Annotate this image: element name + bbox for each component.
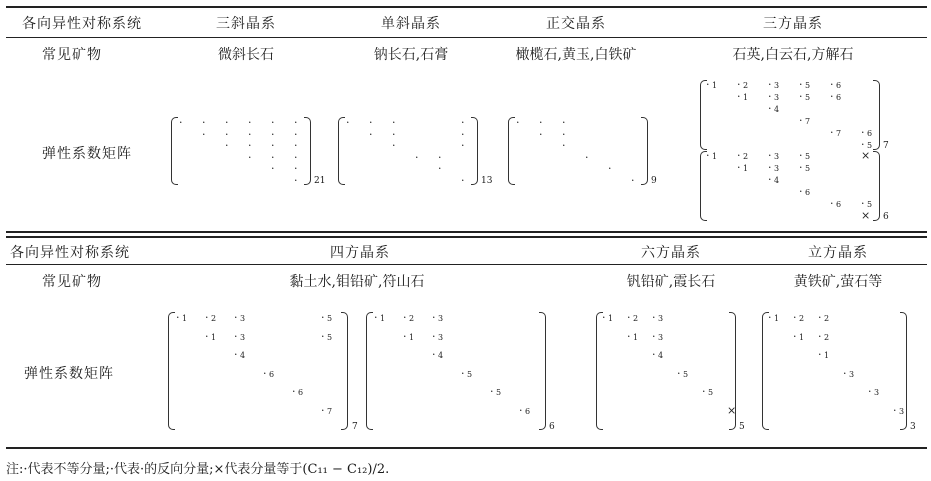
table1-mineral-triclinic: 微斜长石: [218, 47, 274, 63]
table1-header-trigonal: 三方晶系: [763, 16, 823, 32]
matrix-element: ×: [861, 148, 871, 162]
matrix-element: ·: [562, 116, 566, 129]
matrix-element: ·: [271, 162, 275, 175]
matrix-element: ·: [294, 150, 298, 164]
matrix-element: · 2: [737, 78, 749, 91]
matrix-element: · 5: [861, 138, 873, 151]
matrix-element: ×: [861, 209, 871, 222]
matrix-element: · 5: [799, 78, 811, 91]
matrix-element: · 4: [768, 102, 780, 115]
matrix-element: ·: [438, 150, 442, 164]
matrix-element: · 3: [843, 366, 855, 380]
matrix-element: ·: [225, 139, 229, 152]
table2-matrix-label: 弹性系数矩阵: [24, 366, 114, 382]
matrix-element: · 1: [403, 329, 415, 343]
matrix-triclinic: [171, 117, 311, 185]
matrix-element: · 7: [799, 114, 811, 127]
matrix-trigonal-a: [700, 78, 880, 162]
count-tetragonal-b: 6: [549, 422, 555, 432]
matrix-element: ·: [294, 173, 298, 187]
matrix-element: ·: [438, 162, 442, 175]
matrix-element: · 3: [768, 90, 780, 103]
matrix-element: · 5: [490, 385, 502, 398]
matrix-tetragonal-b: [366, 312, 546, 430]
matrix-element: ·: [461, 173, 465, 187]
matrix-element: ·: [294, 127, 298, 141]
matrix-element: ·: [369, 116, 373, 129]
count-orthorhombic: 9: [651, 176, 657, 186]
bracket-right: [539, 312, 546, 430]
bracket-left: [508, 117, 515, 185]
matrix-element: · 2: [737, 149, 749, 162]
matrix-cubic: [762, 312, 907, 430]
bracket-left: [168, 312, 175, 430]
matrix-element: ·: [392, 139, 396, 152]
matrix-element: · 3: [768, 78, 780, 91]
matrix-element: ·: [392, 116, 396, 129]
table1-mineral-monoclinic: 钠长石,石膏: [373, 47, 449, 63]
matrix-element: · 3: [234, 329, 246, 343]
matrix-element: · 5: [799, 149, 811, 162]
matrix-element: · 6: [830, 78, 842, 91]
matrix-element: · 3: [768, 149, 780, 162]
matrix-element: · 5: [702, 385, 714, 398]
bracket-right: [341, 312, 348, 430]
matrix-element: · 7: [321, 403, 333, 417]
bracket-right: [873, 80, 880, 150]
table2-mineral-hexagonal: 钒铅矿,霞长石: [626, 274, 716, 290]
table2-bottom-rule: [6, 447, 927, 449]
matrix-element: · 2: [403, 311, 415, 324]
matrix-hexagonal: [596, 312, 736, 430]
table1-bottom-rule: [6, 231, 927, 233]
bracket-right: [471, 117, 478, 185]
table1-matrix-label: 弹性系数矩阵: [42, 146, 132, 162]
matrix-element: ·: [539, 116, 543, 129]
matrix-element: · 3: [652, 329, 664, 343]
table1-header-orthorhombic: 正交晶系: [546, 16, 606, 32]
matrix-element: · 6: [292, 385, 304, 398]
table1-mineral-label: 常见矿物: [42, 47, 102, 63]
matrix-element: · 1: [205, 329, 217, 343]
matrix-monoclinic: [338, 117, 478, 185]
matrix-element: ·: [202, 127, 206, 141]
matrix-element: · 4: [432, 348, 444, 361]
matrix-element: · 3: [868, 385, 880, 398]
matrix-element: ·: [369, 127, 373, 141]
matrix-element: · 1: [706, 78, 718, 91]
matrix-element: · 5: [321, 329, 333, 343]
matrix-element: · 3: [768, 161, 780, 174]
matrix-element: ·: [562, 127, 566, 141]
matrix-element: · 2: [205, 311, 217, 324]
matrix-element: · 1: [793, 329, 805, 343]
matrix-element: ·: [631, 173, 635, 187]
matrix-element: · 3: [652, 311, 664, 324]
bracket-left: [366, 312, 373, 430]
matrix-element: ·: [271, 116, 275, 129]
matrix-element: ·: [294, 116, 298, 129]
bracket-left: [171, 117, 178, 185]
matrix-element: ·: [461, 139, 465, 152]
matrix-element: ·: [415, 150, 419, 164]
matrix-element: · 3: [432, 311, 444, 324]
table2-header-tetragonal: 四方晶系: [330, 245, 390, 261]
matrix-element: ·: [294, 139, 298, 152]
count-trigonal-a: 7: [883, 141, 889, 151]
matrix-element: ·: [248, 116, 252, 129]
count-monoclinic: 13: [481, 176, 493, 186]
matrix-element: ·: [461, 127, 465, 141]
matrix-element: · 5: [461, 366, 473, 380]
table2-header-rule: [6, 264, 927, 265]
matrix-element: · 1: [627, 329, 639, 343]
matrix-element: · 1: [768, 311, 780, 324]
matrix-element: · 3: [432, 329, 444, 343]
matrix-element: · 5: [321, 311, 333, 324]
count-trigonal-b: 6: [883, 212, 889, 222]
matrix-element: · 5: [861, 197, 873, 210]
matrix-element: ·: [225, 127, 229, 141]
matrix-element: ×: [727, 403, 737, 417]
table2-header-cubic: 立方晶系: [808, 245, 868, 261]
matrix-element: · 6: [519, 403, 531, 417]
table2-mineral-label: 常见矿物: [42, 274, 102, 290]
matrix-element: · 3: [234, 311, 246, 324]
matrix-element: · 4: [768, 173, 780, 186]
matrix-element: · 1: [176, 311, 188, 324]
matrix-element: · 6: [830, 90, 842, 103]
matrix-orthorhombic: [508, 117, 648, 185]
table1-mineral-orthorhombic: 橄榄石,黄玉,白铁矿: [515, 47, 637, 63]
matrix-element: · 1: [374, 311, 386, 324]
matrix-trigonal-b: [700, 148, 880, 222]
bracket-right: [873, 151, 880, 221]
matrix-element: · 6: [861, 126, 873, 139]
table1-header-triclinic: 三斜晶系: [216, 16, 276, 32]
table2-mineral-tetragonal: 黏土水,钼铅矿,符山石: [289, 274, 425, 290]
matrix-element: · 1: [737, 161, 749, 174]
matrix-element: ·: [516, 116, 520, 129]
table1-header-rule: [6, 37, 927, 38]
table2-top-rule: [6, 236, 927, 238]
matrix-tetragonal-a: [168, 312, 348, 430]
matrix-element: ·: [271, 150, 275, 164]
table2-header-hexagonal: 六方晶系: [641, 245, 701, 261]
table1-header-symmetry: 各向异性对称系统: [22, 16, 142, 32]
matrix-element: · 1: [602, 311, 614, 324]
matrix-element: · 4: [234, 348, 246, 361]
matrix-element: · 4: [652, 348, 664, 361]
matrix-element: ·: [562, 139, 566, 152]
table1-header-monoclinic: 单斜晶系: [381, 16, 441, 32]
matrix-element: · 1: [737, 90, 749, 103]
matrix-element: ·: [248, 139, 252, 152]
matrix-element: ·: [608, 162, 612, 175]
bracket-right: [304, 117, 311, 185]
matrix-element: · 1: [706, 149, 718, 162]
matrix-element: ·: [271, 139, 275, 152]
count-hexagonal: 5: [739, 422, 745, 432]
matrix-element: · 2: [818, 311, 830, 324]
footnote: 注:·代表不等分量;·代表·的反向分量;×代表分量等于(C₁₁ − C₁₂)/2.: [6, 462, 390, 477]
matrix-element: ·: [392, 127, 396, 141]
matrix-element: · 6: [263, 366, 275, 380]
matrix-element: · 5: [677, 366, 689, 380]
matrix-element: ·: [179, 116, 183, 129]
count-triclinic: 21: [314, 176, 326, 186]
bracket-right: [641, 117, 648, 185]
matrix-element: ·: [271, 127, 275, 141]
matrix-element: ·: [294, 162, 298, 175]
matrix-element: ·: [202, 116, 206, 129]
matrix-element: · 6: [799, 185, 811, 198]
matrix-element: · 7: [830, 126, 842, 139]
matrix-element: ·: [346, 116, 350, 129]
table1-mineral-trigonal: 石英,白云石,方解石: [732, 47, 854, 63]
matrix-element: · 5: [799, 90, 811, 103]
matrix-element: · 6: [830, 197, 842, 210]
matrix-element: · 2: [818, 329, 830, 343]
matrix-element: ·: [461, 116, 465, 129]
matrix-element: ·: [585, 150, 589, 164]
matrix-element: · 2: [627, 311, 639, 324]
matrix-element: ·: [225, 116, 229, 129]
table1-top-rule: [6, 6, 927, 8]
matrix-element: ·: [248, 127, 252, 141]
count-cubic: 3: [910, 422, 916, 432]
count-tetragonal-a: 7: [352, 422, 358, 432]
matrix-element: · 3: [893, 403, 905, 417]
bracket-left: [762, 312, 769, 430]
table2-mineral-cubic: 黄铁矿,萤石等: [793, 274, 883, 290]
matrix-element: · 5: [799, 161, 811, 174]
matrix-element: · 1: [818, 348, 830, 361]
table2-header-symmetry: 各向异性对称系统: [10, 245, 130, 261]
matrix-element: ·: [248, 150, 252, 164]
matrix-element: · 2: [793, 311, 805, 324]
bracket-left: [596, 312, 603, 430]
matrix-element: ·: [539, 127, 543, 141]
bracket-left: [338, 117, 345, 185]
